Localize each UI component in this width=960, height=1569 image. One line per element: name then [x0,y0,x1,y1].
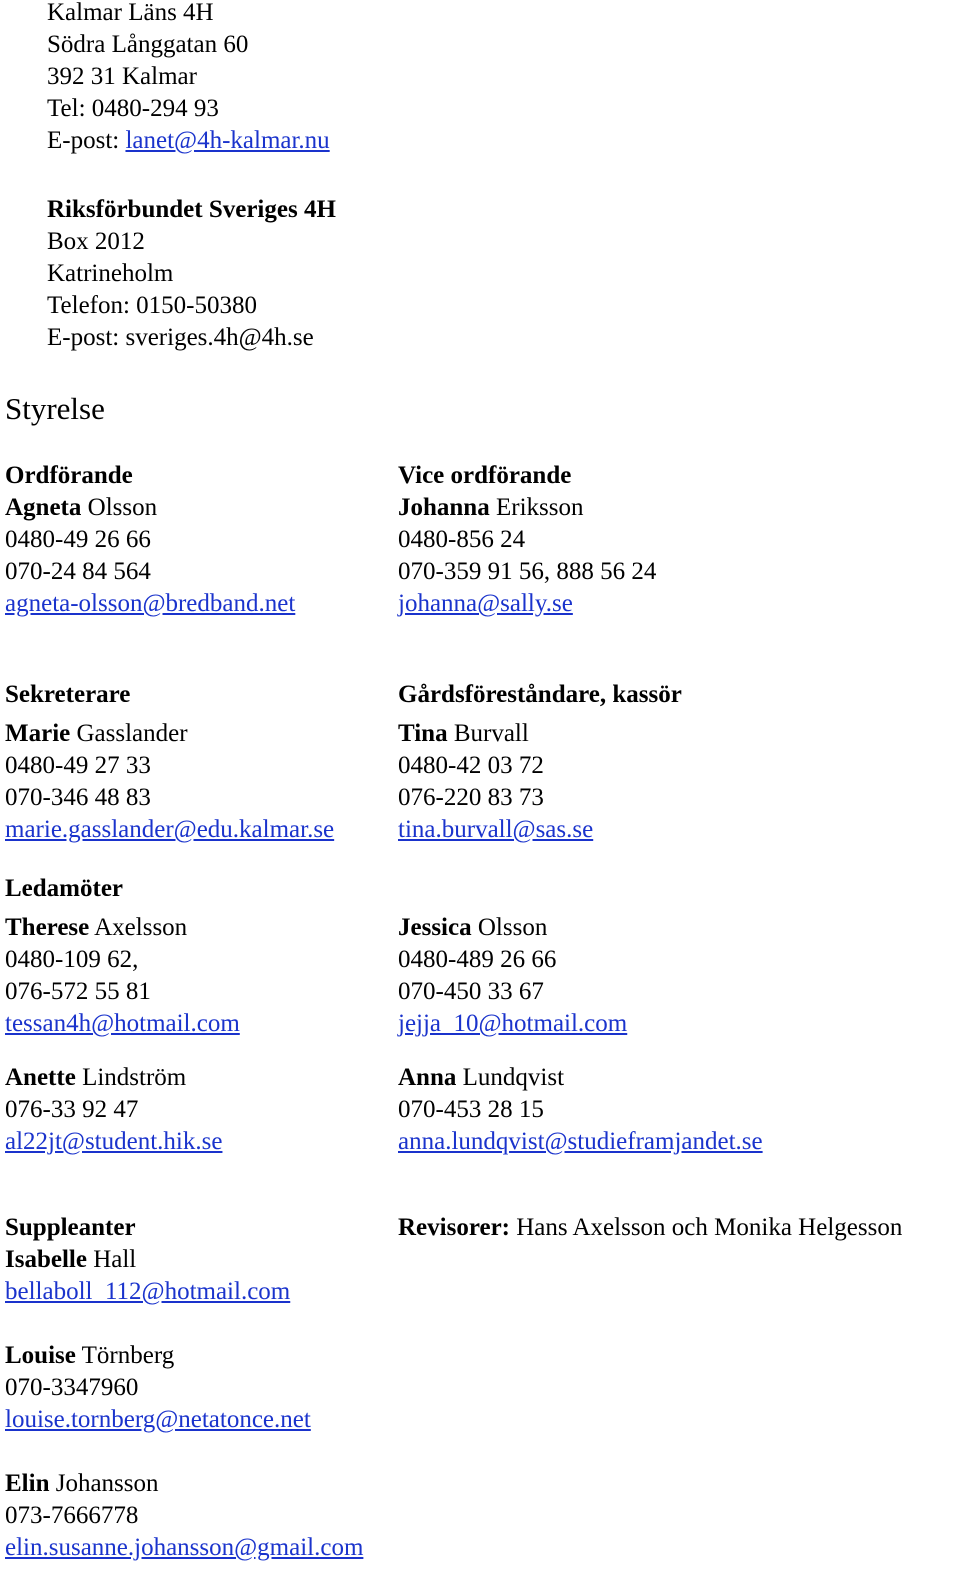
ordforande-role-text: Ordförande [5,462,133,489]
vice-ordforande-role [398,460,571,492]
kassor-name [398,718,529,750]
ledamot-phone1: 0480-489 26 66 [398,946,557,973]
vice-ordforande-email-link[interactable]: johanna@sally.se [398,590,573,617]
kalmar-4h-name: Kalmar Läns 4H [47,0,214,26]
vice-ordforande-role-text: Vice ordförande [398,462,572,489]
ordforande-role [5,460,133,492]
suppleanter-heading-text: Suppleanter [5,1214,136,1241]
kalmar-4h-email-link[interactable]: lanet@4h-kalmar.nu [125,127,330,154]
sekreterare-name [5,718,188,750]
last-name: Olsson [81,494,158,521]
kalmar-4h-street: Södra Långgatan 60 [47,31,249,58]
vice-ordforande-phone2: 070-359 91 56, 888 56 24 [398,558,657,585]
first-name: Elin [5,1470,50,1497]
ledamot-phone1: 070-453 28 15 [398,1096,544,1123]
ordforande-phone1: 0480-49 26 66 [5,526,151,553]
suppleant-email-link[interactable]: louise.tornberg@netatonce.net [5,1406,311,1433]
suppleant-email-link[interactable]: bellaboll_112@hotmail.com [5,1278,291,1305]
sekreterare-email-row [5,814,334,846]
suppleanter-heading [5,1212,136,1244]
ledamoter-heading [5,873,123,905]
last-name: Törnberg [75,1342,175,1369]
last-name: Lundqvist [456,1064,565,1091]
ledamot-email-link[interactable]: tessan4h@hotmail.com [5,1010,240,1037]
ledamot-email-link[interactable]: anna.lundqvist@studieframjandet.se [398,1128,763,1155]
last-name: Johansson [49,1470,159,1497]
first-name: Anna [398,1064,457,1091]
last-name: Gasslander [70,720,188,747]
ordforande-name [5,492,157,524]
sekreterare-role [5,679,130,711]
kassor-role-text: Gårdsföreståndare, kassör [398,681,682,708]
first-name: Therese [5,914,90,941]
riksforbundet-name-text: Riksförbundet Sveriges 4H [47,196,336,223]
kalmar-4h-email-row [47,125,330,157]
sekreterare-email-link[interactable]: marie.gasslander@edu.kalmar.se [5,816,335,843]
first-name: Tina [398,720,448,747]
ledamot-email-row [5,1008,240,1040]
ordforande-phone2: 070-24 84 564 [5,558,151,585]
ledamot-email-link[interactable]: al22jt@student.hik.se [5,1128,223,1155]
ledamoter-heading-text: Ledamöter [5,875,124,902]
riksforbundet-phone: Telefon: 0150-50380 [47,292,258,319]
suppleant-email-link[interactable]: elin.susanne.johansson@gmail.com [5,1534,364,1561]
ledamot-email-row [398,1126,763,1158]
first-name: Agneta [5,494,82,521]
last-name: Eriksson [489,494,584,521]
ledamot-phone1: 076-33 92 47 [5,1096,139,1123]
suppleant-email-row [5,1532,363,1564]
kassor-email-row [398,814,593,846]
kassor-email-link[interactable]: tina.burvall@sas.se [398,816,594,843]
last-name: Hall [86,1246,137,1273]
suppleant-name [5,1340,174,1372]
sekreterare-phone2: 070-346 48 83 [5,784,151,811]
ledamot-name [5,1062,186,1094]
revisorer-line [398,1212,902,1244]
ledamot-name [398,912,547,944]
kassor-phone1: 0480-42 03 72 [398,752,544,779]
first-name: Johanna [398,494,490,521]
last-name: Lindström [75,1064,187,1091]
ledamot-name [398,1062,564,1094]
suppleant-phone1: 070-3347960 [5,1374,139,1401]
first-name: Isabelle [5,1246,87,1273]
vice-ordforande-phone1: 0480-856 24 [398,526,526,553]
ordforande-email-link[interactable]: agneta-olsson@bredband.net [5,590,296,617]
email-label: E-post: [47,127,126,154]
sekreterare-phone1: 0480-49 27 33 [5,752,151,779]
ledamot-phone2: 076-572 55 81 [5,978,151,1005]
styrelse-heading: Styrelse [5,391,105,426]
last-name: Burvall [447,720,529,747]
ledamot-email-row [398,1008,627,1040]
kalmar-4h-postal: 392 31 Kalmar [47,63,197,90]
riksforbundet-city: Katrineholm [47,260,174,287]
ordforande-email-row [5,588,295,620]
suppleant-name [5,1468,159,1500]
kassor-phone2: 076-220 83 73 [398,784,544,811]
revisorer-label: Revisorer: [398,1214,510,1241]
revisorer-names: Hans Axelsson och Monika Helgesson [510,1214,903,1241]
vice-ordforande-email-row [398,588,573,620]
riksforbundet-email: E-post: sveriges.4h@4h.se [47,324,314,351]
suppleant-email-row [5,1404,311,1436]
kassor-role [398,679,682,711]
suppleant-email-row [5,1276,290,1308]
ledamot-phone2: 070-450 33 67 [398,978,544,1005]
first-name: Louise [5,1342,76,1369]
suppleant-name [5,1244,136,1276]
first-name: Jessica [398,914,472,941]
ledamot-phone1: 0480-109 62, [5,946,139,973]
riksforbundet-name [47,194,336,226]
last-name: Olsson [471,914,548,941]
first-name: Marie [5,720,71,747]
first-name: Anette [5,1064,76,1091]
kalmar-4h-tel: Tel: 0480-294 93 [47,95,219,122]
last-name: Axelsson [89,914,188,941]
ledamot-email-row [5,1126,222,1158]
vice-ordforande-name [398,492,583,524]
riksforbundet-box: Box 2012 [47,228,145,255]
ledamot-name [5,912,187,944]
sekreterare-role-text: Sekreterare [5,681,131,708]
ledamot-email-link[interactable]: jejja_10@hotmail.com [398,1010,628,1037]
suppleant-phone1: 073-7666778 [5,1502,139,1529]
